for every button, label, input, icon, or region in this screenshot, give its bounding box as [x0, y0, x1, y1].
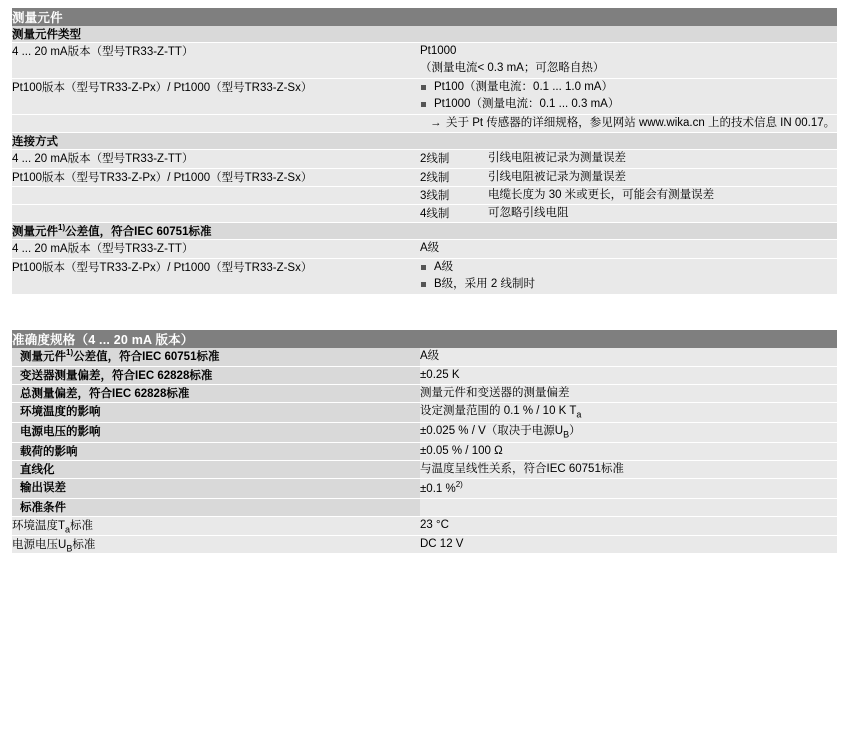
row-value	[420, 79, 837, 115]
row-value	[420, 43, 837, 78]
group-header-row	[12, 26, 837, 42]
footnote-marker: 1)	[66, 348, 74, 358]
row-value: ±0.25 K	[420, 367, 837, 384]
row-value: 23 °C	[420, 517, 837, 534]
list-item: A级	[420, 259, 837, 277]
row-wiring: 2线制	[420, 150, 488, 167]
row-value-line: （测量电流< 0.3 mA；可忽略自热）	[420, 62, 605, 75]
row-label: 4 ... 20 mA版本（型号TR33-Z-TT）	[12, 240, 420, 257]
accuracy-spec-table	[12, 330, 837, 553]
group-header-measuring-element-type: 测量元件类型	[12, 26, 837, 42]
bullet-list	[420, 259, 837, 295]
group-header-row	[12, 133, 837, 149]
list-item: B级，采用 2 线制时	[420, 276, 837, 294]
section2-title-row	[12, 330, 837, 348]
bullet-list	[420, 79, 837, 115]
row-value: A级	[420, 348, 837, 365]
row-label-empty	[12, 187, 420, 204]
row-value: 电缆长度为 30 米或更长，可能会有测量误差	[488, 187, 837, 204]
row-value: A级	[420, 240, 837, 257]
table-row	[12, 536, 837, 553]
row-label: 载荷的影响	[12, 443, 420, 460]
section1-title: 测量元件	[12, 8, 837, 26]
row-value: 设定测量范围的 0.1 % / 10 K $T_a$	[420, 403, 837, 422]
group-header-connection: 连接方式	[12, 133, 837, 149]
table-row	[12, 479, 837, 498]
row-label: 直线化	[12, 461, 420, 478]
row-label: 环境温度的影响	[12, 403, 420, 422]
table-row	[12, 259, 837, 295]
table-row	[12, 385, 837, 402]
row-value: 引线电阻被记录为测量误差	[488, 169, 837, 186]
top-spacer	[0, 0, 849, 8]
row-label: 电源电压的影响	[12, 423, 420, 442]
row-note	[420, 115, 837, 132]
table-row	[12, 187, 837, 204]
group-header-tolerance: 测量元件$^{1)}$公差值，符合IEC 60751标准	[12, 223, 837, 239]
row-label: 输出误差	[12, 479, 420, 498]
subscript: a	[576, 409, 582, 420]
row-value: 引线电阻被记录为测量误差	[488, 150, 837, 167]
subscript: B	[66, 543, 73, 554]
row-value: 测量元件和变送器的测量偏差	[420, 385, 837, 402]
row-label: 电源电压$U_B$标准	[12, 536, 420, 553]
row-label: 变送器测量偏差，符合IEC 62828标准	[12, 367, 420, 384]
section1-title-row	[12, 8, 837, 26]
table-row	[12, 79, 837, 115]
section-spacer	[0, 294, 849, 330]
row-value: ±0.025 % / V（取决于电源$U_B$）	[420, 423, 837, 442]
row-value	[420, 499, 837, 516]
row-label: Pt100版本（型号TR33-Z-Px）/ Pt1000（型号TR33-Z-Sx）	[12, 79, 420, 115]
row-value: ±0.05 % / 100 Ω	[420, 443, 837, 460]
list-item: Pt1000（测量电流：0.1 ... 0.3 mA）	[420, 96, 837, 114]
row-label-empty	[12, 205, 420, 222]
row-value-line: Pt1000	[420, 45, 457, 57]
row-wiring: 4线制	[420, 205, 488, 222]
row-label: Pt100版本（型号TR33-Z-Px）/ Pt1000（型号TR33-Z-Sx）	[12, 259, 420, 295]
table-row	[12, 499, 837, 516]
row-value: DC 12 V	[420, 536, 837, 553]
row-label: 总测量偏差，符合IEC 62828标准	[12, 385, 420, 402]
table-row	[12, 517, 837, 534]
table-row	[12, 461, 837, 478]
table-row	[12, 403, 837, 422]
table-row	[12, 367, 837, 384]
table-row	[12, 205, 837, 222]
row-value	[420, 259, 837, 295]
row-label: 测量元件$^{1)}$公差值，符合IEC 60751标准	[12, 348, 420, 365]
row-label: Pt100版本（型号TR33-Z-Px）/ Pt1000（型号TR33-Z-Sx）	[12, 169, 420, 186]
measuring-element-table	[12, 8, 837, 294]
table-row	[12, 240, 837, 257]
row-value: 与温度呈线性关系，符合IEC 60751标准	[420, 461, 837, 478]
table-row	[12, 443, 837, 460]
footnote-marker: 1)	[58, 223, 66, 233]
section2-title: 准确度规格（4 ... 20 mA 版本）	[12, 330, 837, 348]
row-label: 环境温度$T_a$标准	[12, 517, 420, 534]
row-value: ±0.1 %$^{2)}$	[420, 479, 837, 498]
footnote-marker: 2)	[455, 480, 463, 490]
note-text: → 关于 Pt 传感器的详细规格，参见网站 www.wika.cn 上的技术信息 IN 00.17。	[430, 115, 837, 132]
list-item: Pt100（测量电流：0.1 ... 1.0 mA）	[420, 79, 837, 97]
row-label: 4 ... 20 mA版本（型号TR33-Z-TT）	[12, 43, 420, 78]
subscript: B	[563, 429, 570, 440]
row-wiring: 3线制	[420, 187, 488, 204]
table-row	[12, 43, 837, 78]
table-row	[12, 169, 837, 186]
row-wiring: 2线制	[420, 169, 488, 186]
table-row	[12, 348, 837, 365]
table-row	[12, 115, 837, 132]
row-label: 4 ... 20 mA版本（型号TR33-Z-TT）	[12, 150, 420, 167]
group-header-row	[12, 223, 837, 239]
table-row	[12, 150, 837, 167]
row-label-empty	[12, 115, 420, 132]
subscript: a	[65, 524, 71, 535]
table-row	[12, 423, 837, 442]
row-label: 标准条件	[12, 499, 420, 516]
row-value: 可忽略引线电阻	[488, 205, 837, 222]
